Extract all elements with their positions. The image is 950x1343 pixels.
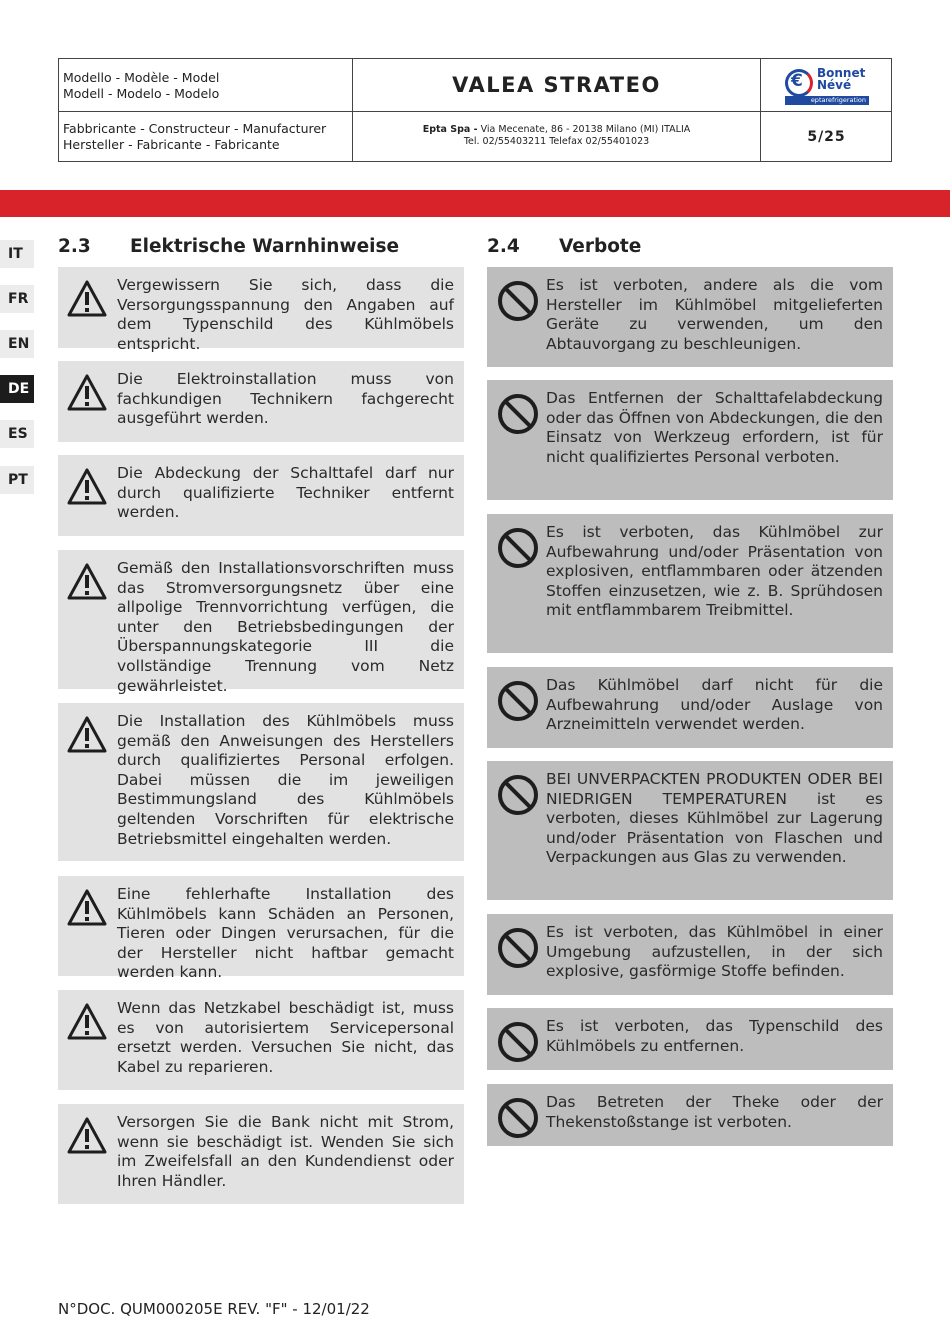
prohibition-text: Das Kühlmöbel darf nicht für die Aufbewahrung und/oder Auslage von Arzneimitteln verwendet werden.: [546, 676, 883, 734]
section-number: 2.3: [58, 236, 91, 257]
prohibited-icon: [496, 1020, 536, 1060]
warning-text: Vergewissern Sie sich, dass die Versorgungsspannung den Angaben auf dem Typenschild des Kühlmöbels entspricht.: [117, 276, 454, 353]
prohibition-text: Das Entfernen der Schalttafelabdeckung oder das Öffnen von Abdeckungen, die den Einsatz von Werkzeug erfordern, ist für nicht qualifiziertes Personal verboten.: [546, 389, 883, 466]
logo-cell: [761, 59, 892, 112]
prohibition-box-1: [487, 267, 893, 367]
prohibition-box-6: [487, 914, 893, 995]
warning-text: Wenn das Netzkabel beschädigt ist, muss es von autorisiertem Servicepersonal ersetzt werden. Versuchen Sie nicht, das Kabel zu reparieren.: [117, 999, 454, 1076]
warning-box-4: [58, 550, 464, 695]
manufacturer-info: [353, 112, 761, 162]
prohibition-text: Das Betreten der Theke oder der Thekenstoßstange ist verboten.: [546, 1093, 883, 1131]
warning-box-6: [58, 876, 464, 982]
prohibition-text: Es ist verboten, andere als die vom Hersteller im Kühlmöbel mitgelieferten Geräte zu verwenden, um den Abtauvorgang zu beschleunigen.: [546, 276, 883, 353]
prohibition-text: Es ist verboten, das Kühlmöbel in einer Umgebung aufzustellen, in der sich explosive, gasförmige Stoffe befinden.: [546, 923, 883, 981]
section-title-electrical: [58, 236, 399, 257]
logo-text-1: Bonnet: [817, 66, 866, 80]
warning-triangle-icon: [67, 373, 107, 413]
manufacturer-label-line-2: Hersteller - Fabricante - Fabricante: [63, 137, 280, 152]
warning-text: Eine fehlerhafte Installation des Kühlmöbels kann Schäden an Personen, Tieren oder Dingen verursachen, für die der Hersteller nicht haftbar gemacht werden kann.: [117, 885, 454, 982]
warning-box-5: [58, 703, 464, 861]
logo-bar: eptarefrigeration: [785, 96, 869, 105]
prohibited-icon: [496, 773, 536, 813]
prohibition-box-7: [487, 1008, 893, 1070]
language-tab-it[interactable]: IT: [0, 240, 34, 268]
prohibition-box-3: [487, 514, 893, 653]
warning-box-1: [58, 267, 464, 353]
warning-triangle-icon: [67, 467, 107, 507]
language-tab-en[interactable]: EN: [0, 330, 34, 358]
section-title: Verbote: [559, 236, 642, 257]
manufacturer-label-line-1: Fabbricante - Constructeur - Manufacturer: [63, 121, 327, 136]
section-title: Elektrische Warnhinweise: [130, 236, 400, 257]
prohibited-icon: [496, 1096, 536, 1136]
bonnet-neve-logo: € Bonnet Névé eptarefrigeration: [785, 67, 871, 107]
prohibited-icon: [496, 926, 536, 966]
warning-text: Gemäß den Installationsvorschriften muss das Stromversorgungsnetz über eine allpolige Trennvorrichtung verfügen, die unter den Betriebsbedingungen der Überspannungskategorie III die vollständige Trennung vom Netz gewährleistet.: [117, 559, 454, 695]
warning-triangle-icon: [67, 562, 107, 602]
company-address: Via Mecenate, 86 - 20138 Milano (MI) ITALIA: [477, 124, 691, 135]
prohibition-box-2: [487, 380, 893, 500]
prohibition-box-4: [487, 667, 893, 748]
model-label-line-2: Modell - Modelo - Modelo: [63, 86, 220, 101]
warning-box-3: [58, 455, 464, 536]
prohibited-icon: [496, 279, 536, 319]
warning-box-2: [58, 361, 464, 442]
warning-triangle-icon: [67, 888, 107, 928]
prohibition-text: BEI UNVERPACKTEN PRODUKTEN ODER BEI NIEDRIGEN TEMPERATUREN ist es verboten, dieses Kühlmöbel zur Lagerung und/oder Präsentation von Flaschen und Verpackungen aus Glas zu verwenden.: [546, 770, 883, 867]
document-number: N°DOC. QUM000205E REV. "F" - 12/01/22: [58, 1300, 370, 1318]
prohibition-box-8: [487, 1084, 893, 1146]
page-number: 5/25: [807, 129, 846, 145]
logo-text-2: Névé: [817, 78, 852, 92]
prohibited-icon: [496, 392, 536, 432]
warning-triangle-icon: [67, 1116, 107, 1156]
language-tab-pt[interactable]: PT: [0, 466, 34, 494]
red-band-divider: [0, 190, 950, 217]
warning-box-8: [58, 1104, 464, 1204]
product-name: VALEA STRATEO: [353, 59, 761, 112]
prohibition-text: Es ist verboten, das Typenschild des Kühlmöbels zu entfernen.: [546, 1017, 883, 1055]
manufacturer-label-cell: [59, 112, 353, 162]
warning-triangle-icon: [67, 715, 107, 755]
warning-box-7: [58, 990, 464, 1090]
warning-triangle-icon: [67, 1002, 107, 1042]
prohibition-text: Es ist verboten, das Kühlmöbel zur Aufbewahrung und/oder Präsentation von explosiven, entflammbaren oder ätzenden Stoffen einzusetzen, wie z. B. Sprühdosen mit entflammbarem Treibmittel.: [546, 523, 883, 620]
warning-text: Die Installation des Kühlmöbels muss gemäß den Anweisungen des Herstellers durch qualifiziertes Personal erfolgen. Dabei müssen die im jeweiligen Bestimmungsland des Kühlmöbels geltenden Vorschriften für elektrische Betriebsmittel eingehalten werden.: [117, 712, 454, 848]
warning-triangle-icon: [67, 279, 107, 319]
section-title-prohibitions: [487, 236, 641, 257]
language-tab-fr[interactable]: FR: [0, 285, 34, 313]
prohibition-box-5: [487, 761, 893, 900]
prohibited-icon: [496, 679, 536, 719]
warning-text: Die Abdeckung der Schalttafel darf nur durch qualifizierte Techniker entfernt werden.: [117, 464, 454, 522]
model-label-line-1: Modello - Modèle - Model: [63, 70, 220, 85]
warning-text: Versorgen Sie die Bank nicht mit Strom, wenn sie beschädigt ist. Wenden Sie sich im Zweifelsfall an den Kundendienst oder Ihren Händler.: [117, 1113, 454, 1190]
prohibited-icon: [496, 526, 536, 566]
company-name: Epta Spa -: [422, 124, 478, 135]
section-number: 2.4: [487, 236, 520, 257]
warning-text: Die Elektroinstallation muss von fachkundigen Technikern fachgerecht ausgeführt werden.: [117, 370, 454, 428]
language-tab-de[interactable]: DE: [0, 375, 34, 403]
model-label-cell: [59, 59, 353, 112]
language-tab-es[interactable]: ES: [0, 420, 34, 448]
company-phone: Tel. 02/55403211 Telefax 02/55401023: [463, 136, 650, 147]
document-header: [58, 58, 892, 162]
